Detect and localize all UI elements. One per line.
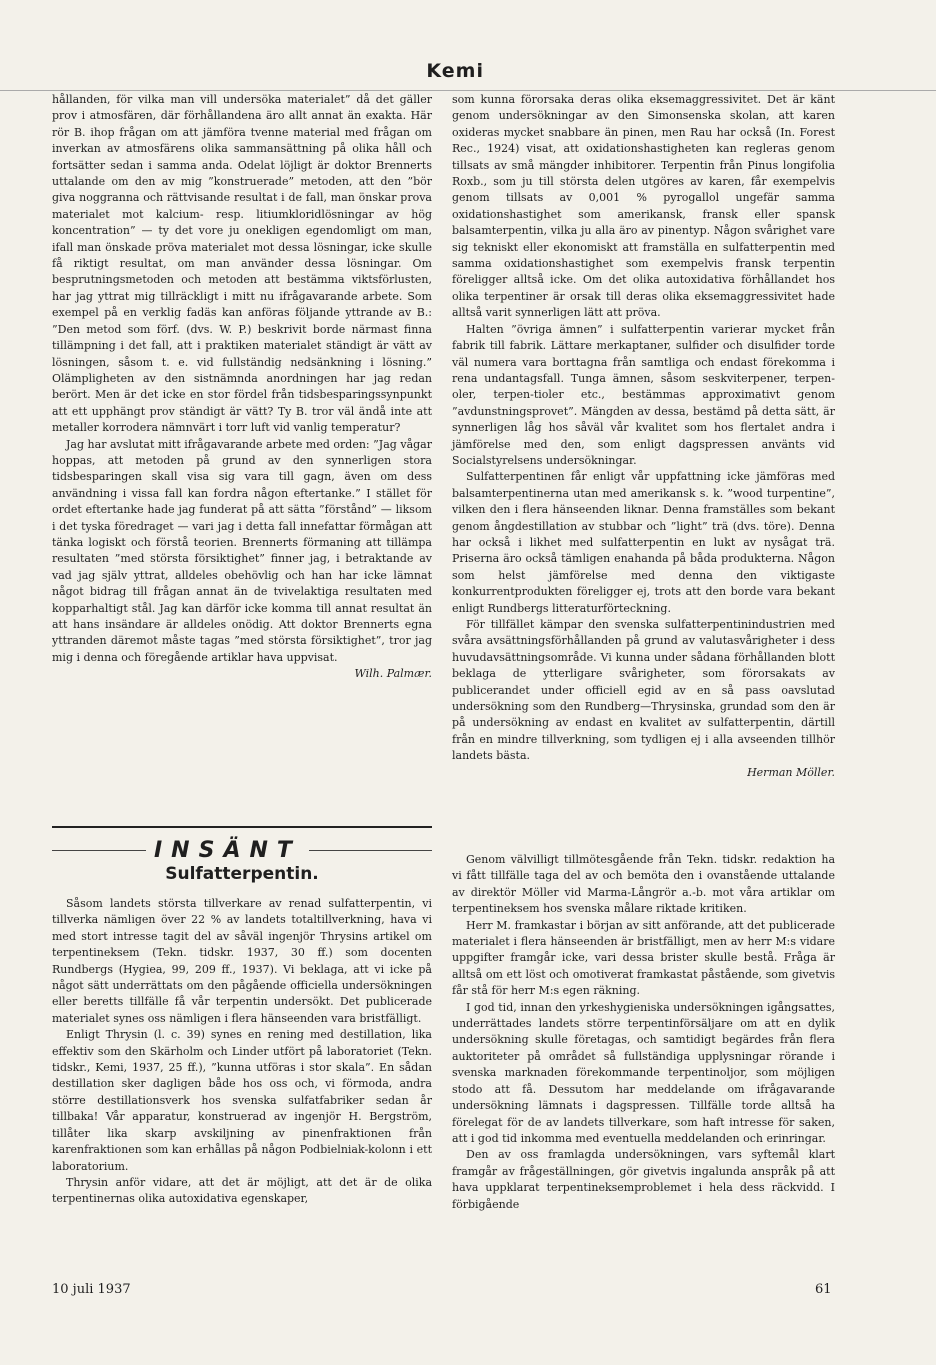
paragraph: Herr M. framkastar i början av sitt anförande, att det publicerade materialet i flera hänseenden är bristfälligt, men av herr M:s vidare uppgifter framgår icke, vari dessa brister skulle bestå. Fråga är alltså om ett löst och omotiverat framkastat påstående, som givetvis får stå för herr M:s egen räkning. <box>452 918 835 998</box>
right-column-bottom <box>452 852 835 1213</box>
paragraph: Genom välvilligt tillmötesgående från Tekn. tidskr. redaktion ha vi fått tillfälle taga del av och bemöta den i ovanstående uttalande av direktör Möller vid Marma-Långrör a.-b. mot våra artiklar om terpentineksem hos svenska målare riktade kritiken. <box>452 853 835 916</box>
paragraph: Den av oss framlagda undersökningen, vars syftemål klart framgår av frågeställningen, gör givetvis ingalunda anspråk på att hava uppklarat terpentineksemproblemet i hela dess räckvidd. I förbigående <box>452 1148 835 1211</box>
paragraph: I god tid, innan den yrkeshygieniska undersökningen igångsattes, underrättades landets större terpentinförsäljare om att en dylik undersökning skulle företagas, och samtidigt begärdes från flera auktoriteter på området så fullständiga upplysningar rörande i svenska marknaden förekommande terpentinoljor, som möjligen stodo att få. Dessutom har meddelande om ifrågavarande undersökning lämnats i dagspressen. Tillfälle torde alltså ha förelegat för de av landets tillverkare, som haft intresse för saken, att i god tid inkomma med eventuella meddelanden och erinringar. <box>452 1000 835 1145</box>
journal-name: Kemi <box>426 60 484 82</box>
paragraph: Jag har avslutat mitt ifrågavarande arbete med orden: ”Jag vågar hoppas, att metoden på grund av den synnerligen stora tidsbesparingen skall visa sig vara till gagn, även om dess användning i vissa fall kan fordra någon eftertanke.” I stället för ordet eftertanke hade jag funderat på att sätta ”förstånd” — liksom i det tyska föredraget — vari jag i detta fall innefattar förmågan att tänka logiskt och förstå teorien. Brennerts förmaning att tillämpa resultaten ”med största försiktighet” finner jag, i betraktande av vad jag själv yttrat, alldeles obehövlig och han har icke lämnat något bidrag till frågan annat än de tvivelaktiga resultaten med kopparhaltigt stål. Jag kan därför icke komma till annat resultat än att hans insändare är alldeles onödig. Att doktor Brennerts egna yttranden däremot måste tagas ”med största försiktighet”, tror jag mig i denna och föregående artiklar hava uppvisat. <box>52 437 432 664</box>
paragraph: Thrysin anför vidare, att det är möjligt, att det är de olika terpentinernas olika autoxidativa egenskaper, <box>52 1175 432 1206</box>
top-rule <box>52 826 432 828</box>
signature: Wilh. Palmær. <box>354 667 432 681</box>
paragraph: Enligt Thrysin (l. c. 39) synes en rening med destillation, lika effektiv som den Skärholm och Linder utfört på laboratoriet (Tekn. tidskr., Kemi, 1937, 25 ff.), ”kunna utföras i stor skala”. En sådan destillation sker dagligen både hos oss och, vi förmoda, andra större destillationsverk hos svenska sulfatfabriker sedan år tillbaka! Vår apparatur, konstruerad av ingenjör H. Bergström, tillåter lika skarp avskiljning av pinenfraktionen från karenfraktionen som kan erhållas på någon Podbielniak-kolonn i ett laboratorium. <box>52 1028 432 1173</box>
page-number: 61 <box>815 1282 832 1297</box>
paragraph: som kunna förorsaka deras olika eksemaggressivitet. Det är känt genom undersökningar av den Simonsenska skolan, att karen oxideras mycket snabbare än pinen, men Rau har också (In. Forest Rec., 1924) visat, att oxidationshastigheten kan regleras genom tillsats av små mängder inhibitorer. Terpentin från Pinus longifolia Roxb., som ju till största delen utgöres av karen, får exempelvis genom tillsats av 0,001 % pyrogallol ungefär samma oxidationshastighet som amerikansk, fransk eller spansk balsamterpentin, vilka ju alla äro av pinentyp. Någon svårighet vare sig tekniskt eller ekonomiskt att framställa en sulfatterpentin med samma oxidationshastighet som exempelvis fransk terpentin föreligger alltså icke. Om det olika autoxidativa förhållandet hos olika terpentiner är orsak till deras olika eksemaggressivitet hade alltså varit synnerligen lätt att pröva. <box>452 93 835 320</box>
article-title: Sulfatterpentin. <box>165 864 319 884</box>
paragraph: För tillfället kämpar den svenska sulfatterpentinindustrien med svåra avsättningsförhållanden på grund av valutasvårigheter i dess huvudavsättningsområde. Vi kunna under sådana förhållanden blott beklaga de ytterligare svårigheter, som förorsakats av publicerandet under officiell egid av en så pass oavslutad undersökning som den Rundberg—Thrysinska, grundad som den är på undersökning av endast en kvalitet av sulfatterpentin, därtill från en mindre tillverkning, som tydligen ej i alla avseenden tillhör landets bästa. <box>452 618 835 763</box>
paragraph: hållanden, för vilka man vill undersöka materialet” då det gäller prov i atmosfären, där förhållandena äro allt annat än exakta. Här rör B. ihop frågan om att jämföra tvenne material med frågan om inverkan av atmosfärens olika sammansättning på olika håll och fortsätter sedan i samma anda. Odelat löjligt är doktor Brennerts uttalande om den av mig ”konstruerade” metoden, att den ”bör giva noggranna och rättvisande resultat i de fall, man önskar prova materialet mot kalcium- resp. litiumkloridlösningar av hög koncentration” — ty det vore ju onekligen egendomligt om man, ifall man önskade pröva materialet mot dessa lösningar, icke skulle få riktigt resultat, om man använder dessa lösningar. Om besprutningsmetoden och metoden att bestämma viktsförlusten, har jag yttrat mig tillräckligt i mitt nu ifrågavarande arbete. Som exempel på en verklig fadäs kan anföras följande yttrande av B.: ”Den metod som förf. (dvs. W. P.) beskrivit borde närmast finna tillämpning i det fall, att i praktiken materialet ständigt är vätt av lösningen, såsom t. e. vid fullständig nedsänkning i lösning.” Olämpligheten av den sistnämnda anordningen har jag redan berört. Men är det icke en stor fördel från tidsbesparingssynpunkt att ett upphängt prov ständigt är vätt? Ty B. tror väl ändå inte att metaller korrodera nämnvärt i torr luft vid vanlig temperatur? <box>52 93 432 435</box>
footer-date: 10 juli 1937 <box>52 1282 131 1297</box>
signature: Herman Möller. <box>747 765 835 779</box>
left-column-bottom <box>52 896 432 1208</box>
insant-heading: INSÄNT <box>146 838 309 863</box>
page-header <box>0 60 936 91</box>
paragraph: Halten ”övriga ämnen” i sulfatterpentin varierar mycket från fabrik till fabrik. Lättare merkaptaner, sulfider och disulfider torde väl numera vara borttagna från samtliga och endast förekomma i rena undantagsfall. Tunga ämnen, såsom seskviterpener, terpen-oler, terpen-tioler etc., bestämmas approximativt genom ”avdunstningsprovet”. Mängden av dessa, bestämd på detta sätt, är synnerligen låg hos såväl vår kvalitet som hos flertalet andra i jämförelse med den, som enligt dagspressen använts vid Socialstyrelsens undersökningar. <box>452 322 835 467</box>
paragraph: Sulfatterpentinen får enligt vår uppfattning icke jämföras med balsamterpentinerna utan med amerikansk s. k. ”wood turpentine”, vilken den i flera hänseenden liknar. Denna framställes som bekant genom ångdestillation av stubbar och ”light” trä (dvs. töre). Denna har också i likhet med sulfatterpentin en lukt av nysågat trä. Priserna äro också tämligen enahanda på båda produkterna. Någon som helst jämförelse med denna den viktigaste konkurrentprodukten föreligger ej, trots att den borde vara bekant enligt Rundbergs litteraturförteckning. <box>452 470 835 615</box>
right-column-top <box>452 92 835 781</box>
paragraph: Såsom landets största tillverkare av renad sulfatterpentin, vi tillverka nämligen över 22 % av landets totaltillverkning, hava vi med stort intresse tagit del av såväl ingenjör Thrysins artikel om terpentineksem (Tekn. tidskr. 1937, 30 ff.) som docenten Rundbergs (Hygiea, 99, 209 ff., 1937). Vi beklaga, att vi icke på något sätt underrättats om den pågående officiella undersökningen eller beretts tillfälle få vår terpentin undersökt. Det publicerade materialet synes oss nämligen i flera hänseenden vara bristfälligt. <box>52 897 432 1025</box>
left-column-top <box>52 92 432 683</box>
